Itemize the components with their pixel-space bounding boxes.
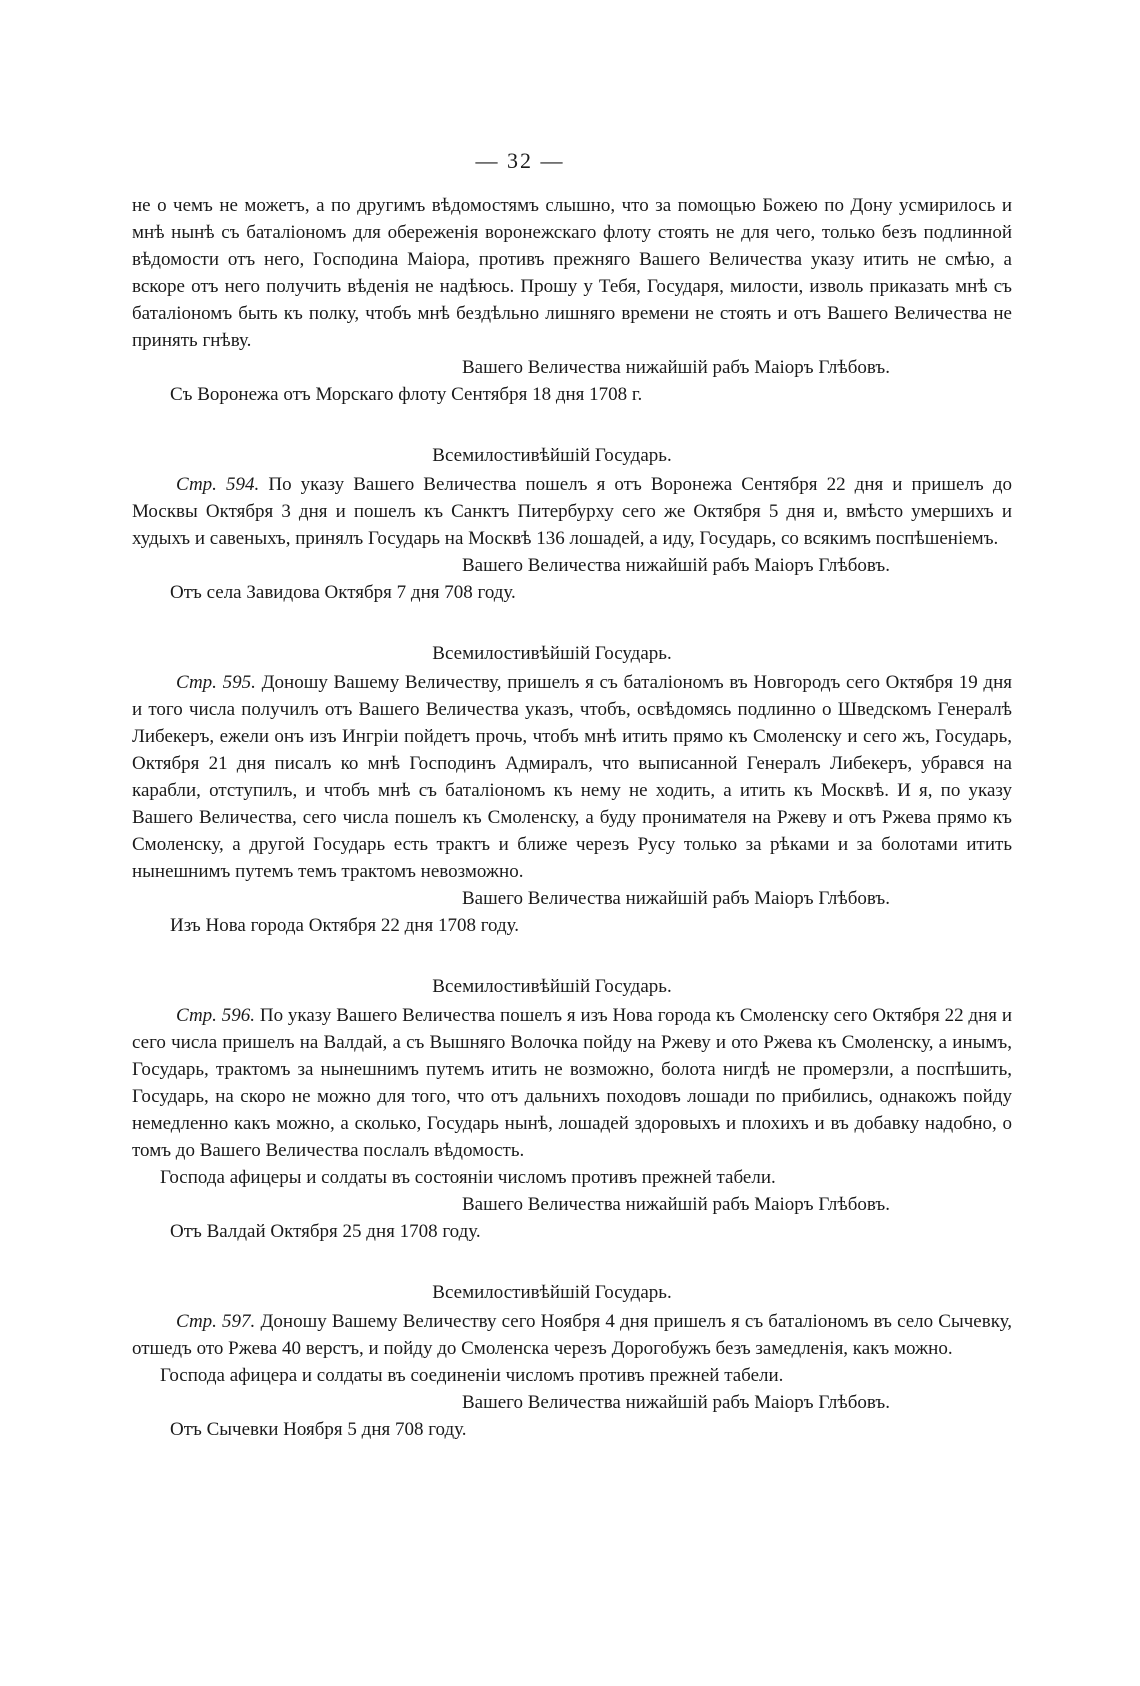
letter-signature: Вашего Величества нижайшій рабъ Маіоръ Глѣбовъ.	[462, 888, 890, 909]
page-reference: Стр. 597.	[176, 1311, 256, 1332]
letter-body	[132, 669, 1012, 885]
letter-596	[132, 973, 1012, 1245]
letter-place-date: Отъ села Завидова Октября 7 дня 708 году.	[170, 582, 516, 603]
letter-594	[132, 442, 1012, 606]
page-reference: Стр. 595.	[176, 672, 256, 693]
letter-text: По указу Вашего Величества пошелъ я отъ Воронежа Сентября 22 дня и пришелъ до Москвы Октября 3 дня и пошелъ къ Санктъ Питербурху сего же Октября 5 дня и, вмѣсто умершихъ и худыхъ и савеныхъ, принялъ Государь на Москвѣ 136 лошадей, а иду, Государь, со всякимъ поспѣшеніемъ.	[132, 474, 1013, 549]
letter-salutation: Всемилостивѣйшій Государь.	[432, 1282, 672, 1303]
letter-note: Господа афицера и солдаты въ соединеніи числомъ противъ прежней табели.	[160, 1365, 784, 1386]
letter-salutation: Всемилостивѣйшій Государь.	[432, 643, 672, 664]
letter-595	[132, 640, 1012, 939]
letter-text: Доношу Вашему Величеству сего Ноября 4 дня пришелъ я съ баталіономъ въ село Сычевку, отшедъ ото Ржева 40 верстъ, и пойду до Смоленска черезъ Дорогобужъ безъ замедленія, какъ можно.	[132, 1311, 1013, 1359]
letter-place-date: Отъ Сычевки Ноября 5 дня 708 году.	[170, 1419, 467, 1440]
page-content	[132, 192, 1012, 1443]
letter-place-date: Отъ Валдай Октября 25 дня 1708 году.	[170, 1221, 481, 1242]
intro-place-date: Съ Воронежа отъ Морскаго флоту Сентября 18 дня 1708 г.	[170, 384, 643, 405]
letter-note: Господа афицеры и солдаты въ состояніи числомъ противъ прежней табели.	[160, 1167, 776, 1188]
page-number: — 32 —	[475, 148, 565, 173]
letter-salutation: Всемилостивѣйшій Государь.	[432, 976, 672, 997]
intro-paragraph: не о чемъ не можетъ, а по другимъ вѣдомостямъ слышно, что за помощью Божею по Дону усмирилось и мнѣ нынѣ съ баталіономъ для обереженія воронежскаго флоту стоять не для чего, только безъ подлинной вѣдомости отъ него, Господина Маіора, противъ прежняго Вашего Величества указу итить не смѣю, а вскоре отъ него получить вѣденія не надѣюсь. Прошу у Тебя, Государя, милости, изволь приказать мнѣ съ баталіономъ быть къ полку, чтобъ мнѣ бездѣльно лишняго времени не стоять и отъ Вашего Величества не принять гнѣву.	[132, 195, 1012, 351]
letter-text: По указу Вашего Величества пошелъ я изъ Нова города къ Смоленску сего Октября 22 дня и сего числа пришелъ на Валдай, а съ Вышняго Волочка пойду на Ржеву и ото Ржева къ Смоленску, а инымъ, Государь, трактомъ за нынешнимъ путемъ итить не возможно, болота нигдѣ не промерзли, а поспѣшить, Государь, на скоро не можно для того, что отъ дальнихъ походовъ лошади по прибились, однакожъ пойду немедленно какъ можно, а сколько, Государь нынѣ, лошадей здоровыхъ и плохихъ и въ добавку надобно, о томъ до Вашего Величества послалъ вѣдомость.	[132, 1005, 1012, 1161]
letter-597	[132, 1279, 1012, 1443]
letter-signature: Вашего Величества нижайшій рабъ Маіоръ Глѣбовъ.	[462, 1194, 890, 1215]
page-reference: Стр. 596.	[176, 1005, 256, 1026]
letter-signature: Вашего Величества нижайшій рабъ Маіоръ Глѣбовъ.	[462, 1392, 890, 1413]
page-reference: Стр. 594.	[176, 474, 260, 495]
letter-text: Доношу Вашему Величеству, пришелъ я съ баталіономъ въ Новгородъ сего Октября 19 дня и того числа получилъ отъ Вашего Величества указъ, чтобъ, освѣдомясь подлинно о Шведскомъ Генералѣ Либекеръ, ежели онъ изъ Ингріи пойдетъ прочь, чтобъ мнѣ итить прямо къ Смоленску и сего жъ, Государь, Октября 21 дня писалъ ко мнѣ Господинъ Адмиралъ, что выписанной Генералъ Либекеръ, убрався на карабли, отступилъ, и чтобъ мнѣ съ баталіономъ къ нему не ходить, а итить къ Москвѣ. И я, по указу Вашего Величества, сего числа пошелъ къ Смоленску, а буду пронимателя на Ржеву и отъ Ржева прямо къ Смоленску, а другой Государь есть трактъ и ближе черезъ Русу только за рѣками и за болотами итить нынешнимъ путемъ темъ трактомъ невозможно.	[132, 672, 1013, 882]
letter-place-date: Изъ Нова города Октября 22 дня 1708 году.	[170, 915, 519, 936]
letter-salutation: Всемилостивѣйшій Государь.	[432, 445, 672, 466]
intro-signature: Вашего Величества нижайшій рабъ Маіоръ Глѣбовъ.	[462, 357, 890, 378]
letter-body	[132, 1002, 1012, 1164]
letter-signature: Вашего Величества нижайшій рабъ Маіоръ Глѣбовъ.	[462, 555, 890, 576]
letter-body	[132, 471, 1012, 552]
letter-body	[132, 1308, 1012, 1362]
